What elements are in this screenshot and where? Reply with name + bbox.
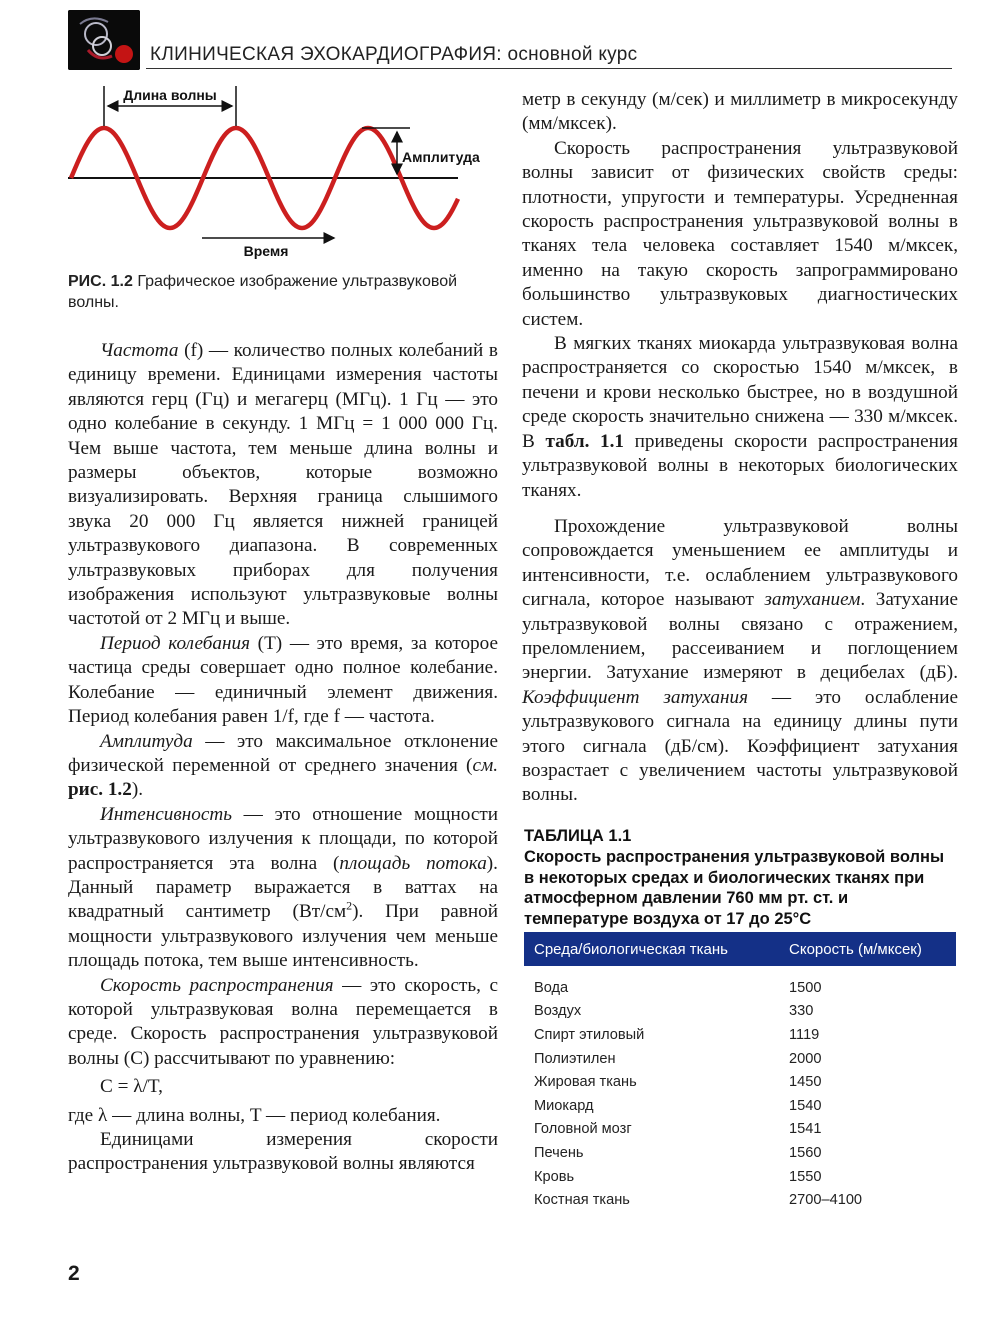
paragraph-amplitude: Амплитуда — это максимальное отклонение физической переменной от среднего значения (см. рис. 1.2). [68, 730, 498, 801]
table-cell-speed: 2700–4100 [789, 1192, 863, 1209]
table-row [524, 1094, 956, 1118]
table-row [524, 976, 956, 1000]
table-row [524, 1165, 956, 1189]
table-reference: табл. 1.1 [545, 430, 625, 452]
paragraph-period: Период колебания (T) — это время, за которое частица среды совершает одно полное колебание. Колебание — единичный элемент движения. Период колебания равен 1/f, где f — частота. [68, 632, 498, 728]
table-cell-medium: Печень [534, 1144, 584, 1161]
paragraph-speed: Скорость распространения — это скорость, с которой ультразвуковая волна перемещается в среде. Скорость распространения ультразвуковой волны (С) рассчитывают по уравнению: [68, 974, 498, 1069]
table-row [524, 1070, 956, 1094]
paragraph-units: Единицами измерения скорости распространения ультразвуковой волны являются [68, 1129, 498, 1175]
table-cell-speed: 1550 [789, 1168, 822, 1185]
table-row [524, 1000, 956, 1024]
table-cell-speed: 1541 [789, 1121, 822, 1138]
paragraph-tissue-speeds: В мягких тканях миокарда ультразвуковая волна распространяется со скоростью 1540 м/мксек, в печени и крови несколько быстрее, но в воздушной среде скорость значительно снижена — 330 м/мксек. В табл. 1.1 приведены скорости распространения ультразвуковой волны в некоторых биологических тканях. [522, 333, 958, 501]
table-cell-medium: Миокард [534, 1097, 594, 1114]
paragraph-formula-legend: где λ — длина волны, T — период колебания. [68, 1104, 441, 1126]
table-row [524, 1188, 956, 1212]
wavelength-label: Длина волны [123, 87, 217, 103]
column-header-speed: Скорость (м/мксек) [789, 940, 922, 958]
figure-caption-text: Графическое изображение ультразвуковой волны. [68, 273, 458, 311]
paragraph-attenuation: Прохождение ультразвуковой волны сопровождается уменьшением ее амплитуды и интенсивности, т.е. ослаблением ультразвукового сигнала, которое называют затуханием. Затухание ультразвуковой волны связано с отражением, преломлением, рассеиванием и поглощением энергии. Затухание измеряют в децибелах (дБ). Коэффициент затухания — это ослабление ультразвукового сигнала на единицу длины пути этого сигнала (дБ/см). Коэффициент затухания возрастает с увеличением частоты ультразвуковой волны. [522, 515, 958, 806]
table-body [524, 966, 956, 1212]
figure-caption [68, 271, 508, 313]
paragraph-units-cont: метр в секунду (м/сек) и миллиметр в микросекунду (мм/мксек). [522, 89, 958, 135]
table-row [524, 1023, 956, 1047]
table-cell-medium: Головной мозг [534, 1121, 632, 1138]
table-label: ТАБЛИЦА 1.1 [524, 827, 632, 845]
speed-formula: C = λ/T, [100, 1076, 163, 1098]
table-cell-speed: 1560 [789, 1144, 822, 1161]
table-cell-medium: Костная ткань [534, 1192, 630, 1209]
wave-figure [66, 78, 506, 268]
table-caption: Скорость распространения ультразвуковой волны в некоторых средах и биологических тканях при атмосферном давлении 760 мм рт. ст. и температуре воздуха от 17 до 25°С [524, 848, 945, 928]
table-cell-medium: Жировая ткань [534, 1074, 637, 1091]
table-cell-speed: 2000 [789, 1050, 822, 1067]
table-cell-speed: 1119 [789, 1026, 820, 1043]
speed-table [524, 826, 956, 1212]
running-header: КЛИНИЧЕСКАЯ ЭХОКАРДИОГРАФИЯ: основной курс [150, 44, 638, 65]
table-cell-speed: 330 [789, 1003, 814, 1020]
table-cell-medium: Вода [534, 979, 569, 996]
book-logo [68, 10, 140, 70]
table-row [524, 1047, 956, 1071]
table-cell-speed: 1540 [789, 1097, 822, 1114]
table-cell-speed: 1450 [789, 1074, 822, 1091]
table-cell-medium: Воздух [534, 1003, 582, 1020]
table-cell-medium: Полиэтилен [534, 1050, 616, 1067]
paragraph-frequency: Частота (f) — количество полных колебаний в единицу времени. Единицами измерения частоты являются герц (Гц) и мегагерц (МГц). 1 Гц — это одно колебание в секунду. 1 МГц = 1 000 000 Гц. Чем выше частота, тем меньше длина волны и размеры объектов, которые возможно визуализировать. Верхняя граница слышимого звука 20 000 Гц является нижней границей ультразвукового диапазона. В современных ультразвуковых приборах для получения изображения используют ультразвуковые волны частотой от 2 МГц и выше. [68, 340, 498, 630]
left-column [68, 339, 498, 1177]
figure-reference: рис. 1.2 [68, 779, 132, 801]
table-cell-speed: 1500 [789, 979, 822, 996]
table-row [524, 1118, 956, 1142]
table-cell-medium: Кровь [534, 1168, 575, 1185]
page-number: 2 [68, 1262, 80, 1285]
paragraph-speed-properties: Скорость распространения ультразвуковой волны зависит от физических свойств среды: плотности, упругости и температуры. Усредненная скорость распространения ультразвуковой волны в тканях тела человека составляет 1540 м/мксек, именно на такую скорость запрограммировано большинство ультразвуковых диагностических систем. [522, 137, 958, 330]
table-header [524, 932, 956, 966]
table-cell-medium: Спирт этиловый [534, 1026, 645, 1043]
table-row [524, 1141, 956, 1165]
header-divider [146, 68, 952, 69]
column-header-medium: Среда/биологическая ткань [534, 940, 728, 958]
right-column [522, 88, 958, 808]
figure-caption-label: РИС. 1.2 [68, 273, 133, 290]
time-label: Время [243, 243, 289, 259]
paragraph-intensity: Интенсивность — это отношение мощности ультразвукового излучения к площади, по которой распространяется эта волна (площадь потока). Данный параметр выражается в ваттах на квадратный сантиметр $(Вт/см^2)$. При равной мощности ультразвукового излучения чем меньше площадь потока, тем выше интенсивность. [68, 803, 498, 972]
amplitude-label: Амплитуда [402, 149, 480, 165]
